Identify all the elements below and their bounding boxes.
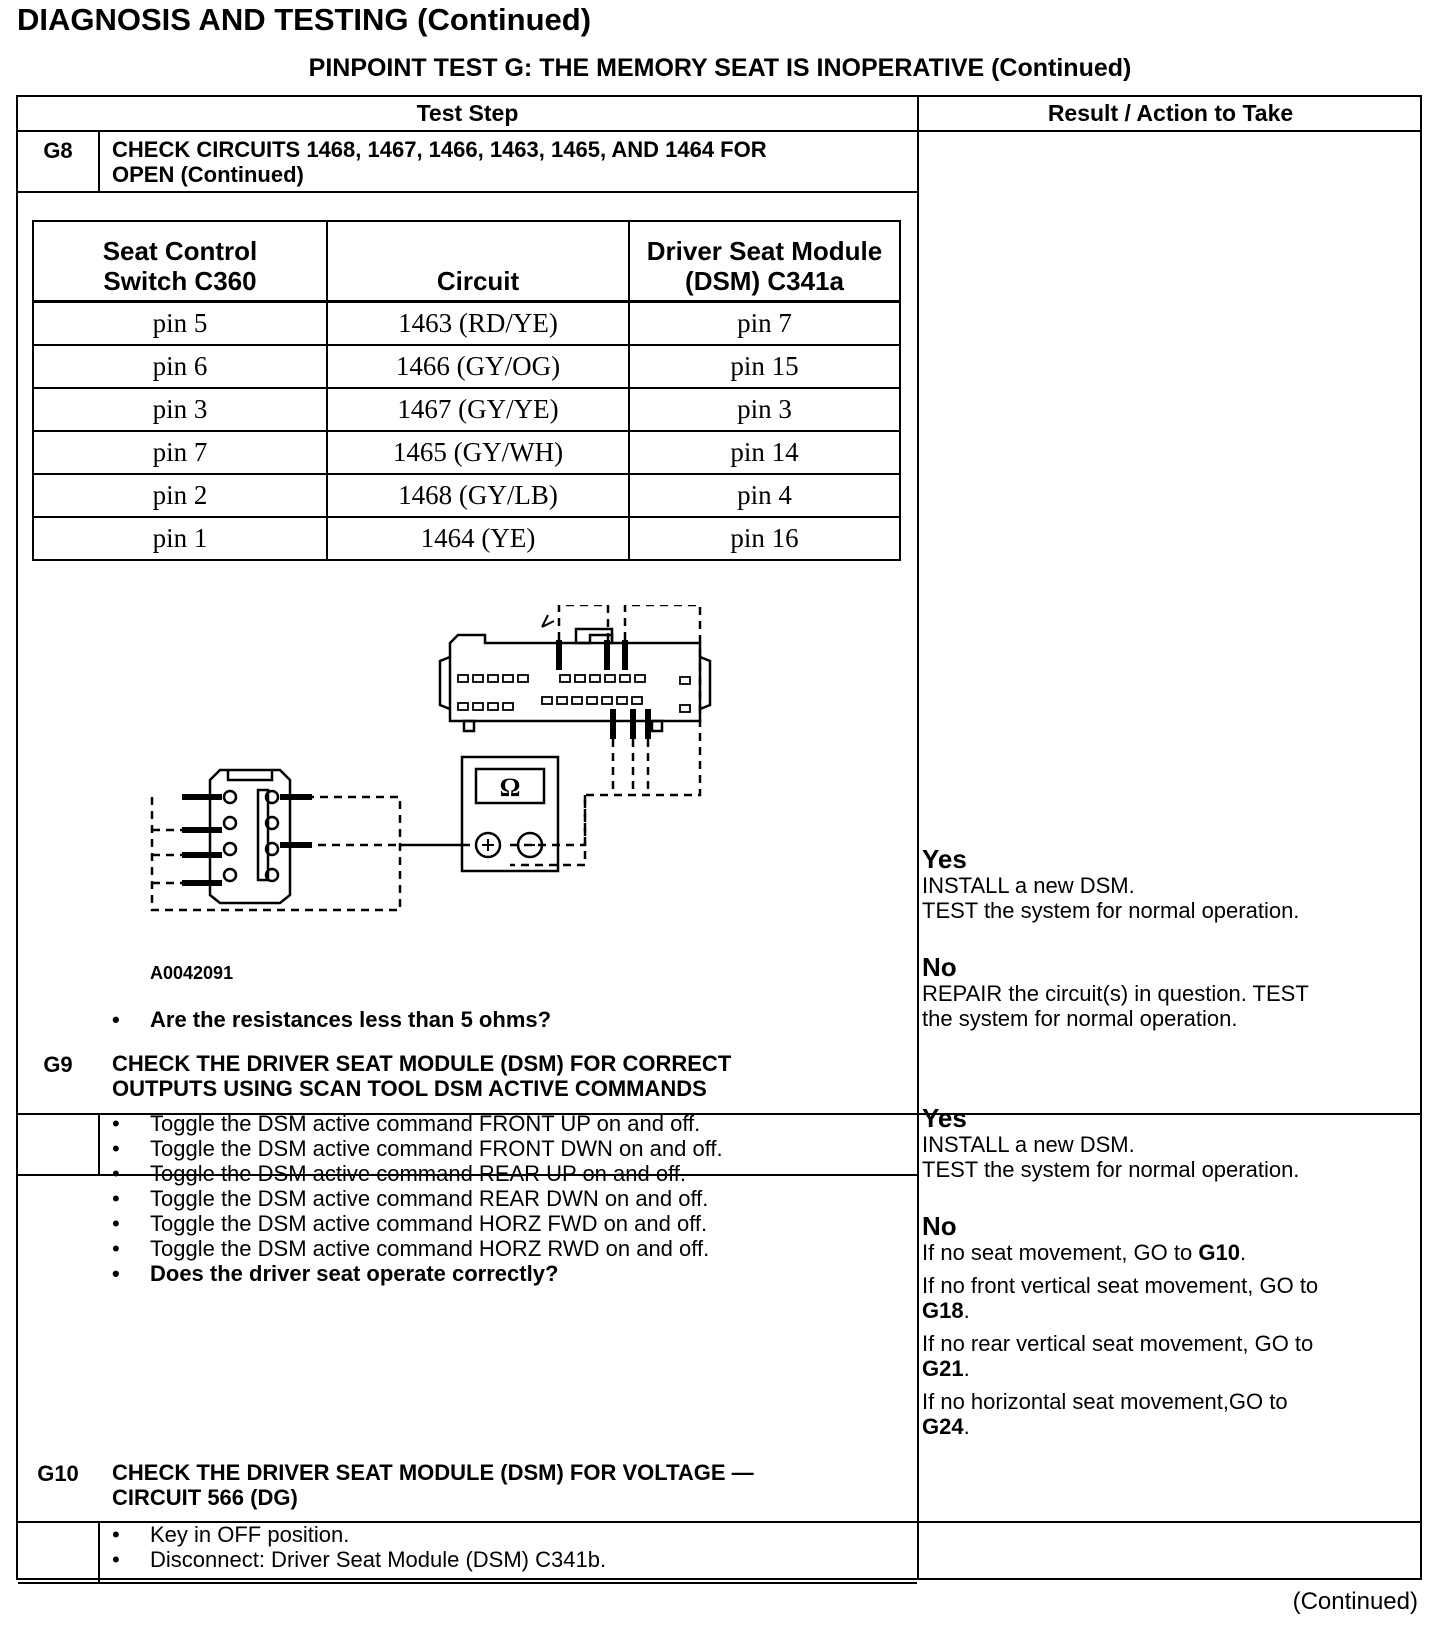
- circuit-column-header: Circuit: [327, 221, 629, 302]
- header-divider: [18, 130, 1420, 132]
- g8-id-divider: [98, 132, 100, 192]
- figure-label: A0042091: [150, 963, 234, 983]
- switch-pin-cell: pin 2: [33, 474, 327, 517]
- dsm-pin-cell: pin 14: [629, 431, 900, 474]
- resistance-test-diagram: [140, 605, 740, 955]
- list-item: • Toggle the DSM active command REAR UP on and off.: [112, 1161, 723, 1186]
- dsm-pin-cell: pin 16: [629, 517, 900, 560]
- dsm-pin-cell: pin 4: [629, 474, 900, 517]
- list-item: • Key in OFF position.: [112, 1522, 606, 1547]
- list-item: • Toggle the DSM active command REAR DWN on and off.: [112, 1186, 723, 1211]
- dsm-column-header: Driver Seat Module (DSM) C341a: [629, 221, 900, 302]
- g8-yes-test: TEST the system for normal operation.: [922, 898, 1300, 923]
- switch-pin-cell: pin 7: [33, 431, 327, 474]
- g8-no-label: No: [922, 952, 957, 982]
- g8-no-action-line1: REPAIR the circuit(s) in question. TEST: [922, 981, 1309, 1006]
- g9-no-label: No: [922, 1211, 957, 1241]
- g8-no-action-line2: the system for normal operation.: [922, 1006, 1238, 1031]
- g10-step-id: G10: [37, 1461, 79, 1486]
- g10-step-list: [112, 1522, 606, 1572]
- dsm-pin-cell: pin 7: [629, 302, 900, 346]
- g9-results: [922, 1104, 1318, 1439]
- list-item: • Disconnect: Driver Seat Module (DSM) C341b.: [112, 1547, 606, 1572]
- switch-column-header: Seat Control Switch C360: [33, 221, 327, 302]
- g10-step-title: CHECK THE DRIVER SEAT MODULE (DSM) FOR VOLTAGE — CIRCUIT 566 (DG): [112, 1460, 754, 1510]
- circuit-cell: 1466 (GY/OG): [327, 345, 629, 388]
- g9-question: • Does the driver seat operate correctly?: [112, 1261, 723, 1286]
- test-step-header: Test Step: [416, 100, 519, 126]
- g9-step-title: CHECK THE DRIVER SEAT MODULE (DSM) FOR CORRECT OUTPUTS USING SCAN TOOL DSM ACTIVE COMMANDS: [112, 1051, 732, 1101]
- test-lead-wires: [152, 605, 700, 910]
- pinpoint-test-title: PINPOINT TEST G: THE MEMORY SEAT IS INOPERATIVE (Continued): [308, 54, 1132, 82]
- g8-question-list: [112, 1007, 551, 1032]
- column-divider: [917, 97, 919, 1578]
- g8-yes-action: INSTALL a new DSM.: [922, 873, 1135, 898]
- g8-yes-label: Yes: [922, 844, 967, 874]
- table-row: [33, 388, 900, 431]
- dsm-pin-cell: pin 3: [629, 388, 900, 431]
- list-item: • Toggle the DSM active command HORZ FWD on and off.: [112, 1211, 723, 1236]
- g9-no-horizontal: If no horizontal seat movement,GO to G24.: [922, 1389, 1288, 1439]
- g10-title-divider: [18, 1582, 917, 1584]
- ohm-symbol: Ω: [499, 773, 521, 802]
- pin-circuit-table: [32, 220, 901, 561]
- table-row: [33, 345, 900, 388]
- g8-results: [922, 845, 1309, 1031]
- g9-no-rear-vertical: If no rear vertical seat movement, GO to G21.: [922, 1331, 1314, 1381]
- g10-id-divider: [98, 1523, 100, 1583]
- g9-id-divider: [98, 1115, 100, 1175]
- g9-no-seat-movement: If no seat movement, GO to G10.: [922, 1240, 1247, 1265]
- switch-pin-cell: pin 5: [33, 302, 327, 346]
- seat-switch-connector-icon: [182, 770, 312, 903]
- switch-pin-cell: pin 3: [33, 388, 327, 431]
- switch-pin-cell: pin 6: [33, 345, 327, 388]
- list-item: • Toggle the DSM active command HORZ RWD on and off.: [112, 1236, 723, 1261]
- page-title: DIAGNOSIS AND TESTING (Continued): [17, 2, 592, 37]
- g8-title-divider: [18, 191, 917, 193]
- g9-step-list: [112, 1111, 723, 1286]
- g9-yes-action: INSTALL a new DSM.: [922, 1132, 1135, 1157]
- result-action-header: Result / Action to Take: [1047, 100, 1294, 126]
- g8-step-id: G8: [43, 138, 73, 163]
- g9-yes-test: TEST the system for normal operation.: [922, 1157, 1300, 1182]
- table-row: [33, 474, 900, 517]
- list-item: • Toggle the DSM active command FRONT DWN on and off.: [112, 1136, 723, 1161]
- switch-pin-cell: pin 1: [33, 517, 327, 560]
- circuit-cell: 1464 (YE): [327, 517, 629, 560]
- list-item: • Toggle the DSM active command FRONT UP on and off.: [112, 1111, 723, 1136]
- g8-step-title: CHECK CIRCUITS 1468, 1467, 1466, 1463, 1465, AND 1464 FOR OPEN (Continued): [112, 137, 767, 187]
- g9-no-front-vertical: If no front vertical seat movement, GO to G18.: [922, 1273, 1319, 1323]
- g9-step-id: G9: [43, 1052, 73, 1077]
- continued-note: (Continued): [1292, 1588, 1418, 1615]
- table-row: [33, 517, 900, 560]
- g9-yes-label: Yes: [922, 1103, 967, 1133]
- circuit-cell: 1468 (GY/LB): [327, 474, 629, 517]
- circuit-cell: 1465 (GY/WH): [327, 431, 629, 474]
- table-row: [33, 302, 900, 346]
- circuit-cell: 1467 (GY/YE): [327, 388, 629, 431]
- dsm-connector-icon: [440, 615, 710, 739]
- table-row: [33, 431, 900, 474]
- g8-question: • Are the resistances less than 5 ohms?: [112, 1007, 551, 1032]
- dsm-pin-cell: pin 15: [629, 345, 900, 388]
- circuit-cell: 1463 (RD/YE): [327, 302, 629, 346]
